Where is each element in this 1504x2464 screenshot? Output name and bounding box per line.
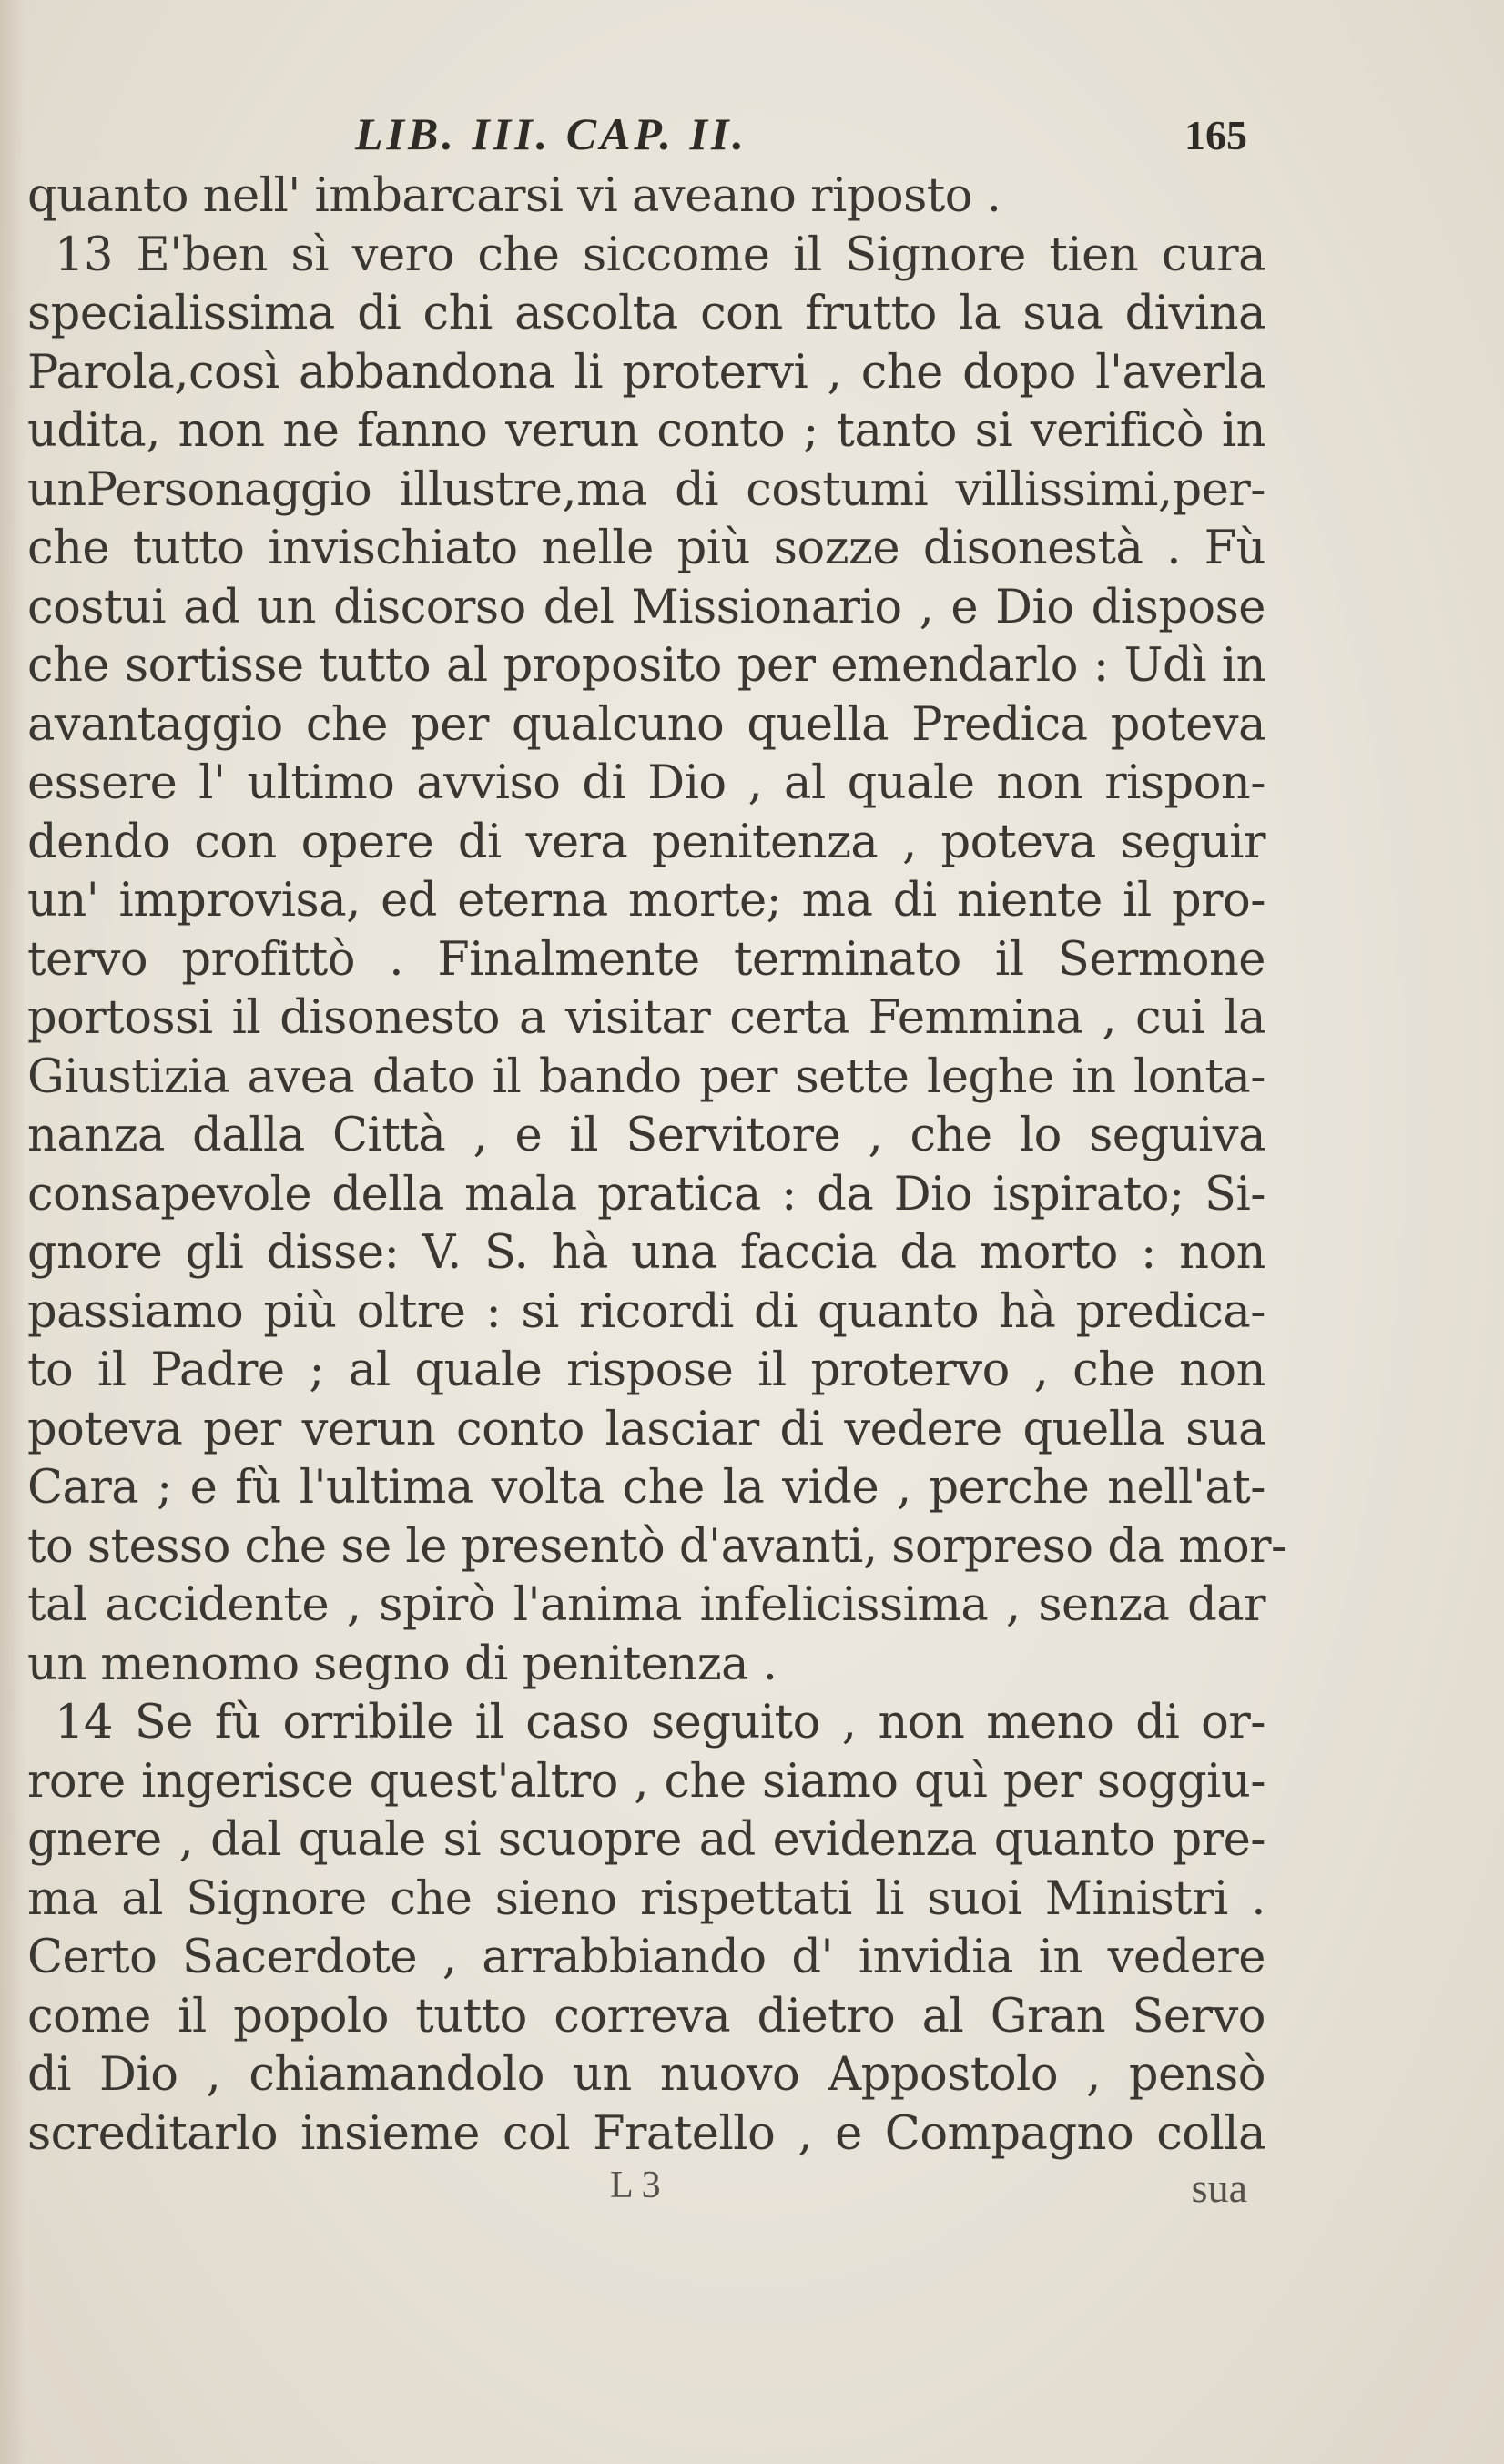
page-number: 165 [1184, 112, 1247, 158]
text-line: portossi il disonesto a visitar certa Femmina , cui la [27, 991, 1265, 1045]
text-line: unPersonaggio illustre,ma di costumi villissimi,per- [27, 462, 1265, 517]
text-line: ma al Signore che sieno rispettati li suoi Ministri . [27, 1871, 1265, 1926]
text-line: screditarlo insieme col Fratello , e Compagno colla [27, 2106, 1265, 2161]
text-line: un' improvisa, ed eterna morte; ma di niente il pro- [27, 874, 1265, 928]
text-block [27, 107, 1286, 2222]
text-line: to il Padre ; al quale rispose il protervo , che non [27, 1344, 1265, 1397]
signature-mark: L 3 [610, 2165, 661, 2206]
text-line: to stesso che se le presentò d'avanti, sorpreso da mor- [27, 1519, 1286, 1574]
text-line: Cara ; e fù l'ultima volta che la vide , perche nell'at- [27, 1461, 1265, 1515]
text-line: passiamo più oltre : si ricordi di quanto hà predica- [27, 1284, 1265, 1339]
text-line: 14 Se fù orribile il caso seguito , non meno di or- [55, 1696, 1265, 1749]
text-line: consapevole della mala pratica : da Dio ispirato; Si- [27, 1167, 1265, 1222]
text-line: udita, non ne fanno verun conto ; tanto si verificò in [27, 404, 1265, 458]
text-line: avantaggio che per qualcuno quella Predica poteva [27, 697, 1265, 752]
running-title: LIB. III. CAP. II. [355, 108, 747, 159]
binding-shadow [0, 0, 25, 2464]
text-line: quanto nell' imbarcarsi vi aveano riposto . [27, 169, 1001, 223]
text-line: gnore gli disse: V. S. hà una faccia da morto : non [27, 1226, 1265, 1280]
text-line: essere l' ultimo avviso di Dio , al quale non rispon- [27, 756, 1265, 810]
text-line: che sortisse tutto al proposito per emendarlo : Udì in [27, 639, 1265, 693]
catchword: sua [1191, 2165, 1247, 2211]
text-line: Giustizia avea dato il bando per sette leghe in lonta- [27, 1049, 1265, 1104]
text-line: dendo con opere di vera penitenza , poteva seguir [27, 815, 1265, 869]
text-line: poteva per verun conto lasciar di vedere quella sua [27, 1402, 1265, 1456]
page-footer [27, 2164, 1265, 2222]
text-line: di Dio , chiamandolo un nuovo Appostolo , pensò [27, 2048, 1265, 2102]
text-line: rore ingerisce quest'altro , che siamo quì per soggiu- [27, 1754, 1265, 1809]
text-line: 13 E'ben sì vero che siccome il Signore tien cura [55, 228, 1265, 282]
text-line: specialissima di chi ascolta con frutto la sua divina [27, 287, 1265, 340]
text-line: un menomo segno di penitenza . [27, 1637, 777, 1691]
text-line: Parola,così abbandona li protervi , che dopo l'averla [27, 345, 1265, 400]
text-line: che tutto invischiato nelle più sozze disonestà . Fù [27, 522, 1265, 575]
text-line: nanza dalla Città , e il Servitore , che lo seguiva [27, 1109, 1265, 1162]
text-line: Certo Sacerdote , arrabbiando d' invidia in vedere [27, 1931, 1265, 1984]
text-line: costui ad un discorso del Missionario , e Dio dispose [27, 580, 1265, 634]
running-head [27, 107, 1265, 167]
text-line: tervo profittò . Finalmente terminato il Sermone [27, 932, 1265, 987]
text-line: gnere , dal quale si scuopre ad evidenza quanto pre- [27, 1813, 1265, 1867]
text-line: tal accidente , spirò l'anima infelicissima , senza dar [27, 1578, 1265, 1632]
text-line: come il popolo tutto correva dietro al Gran Servo [27, 1989, 1265, 2043]
